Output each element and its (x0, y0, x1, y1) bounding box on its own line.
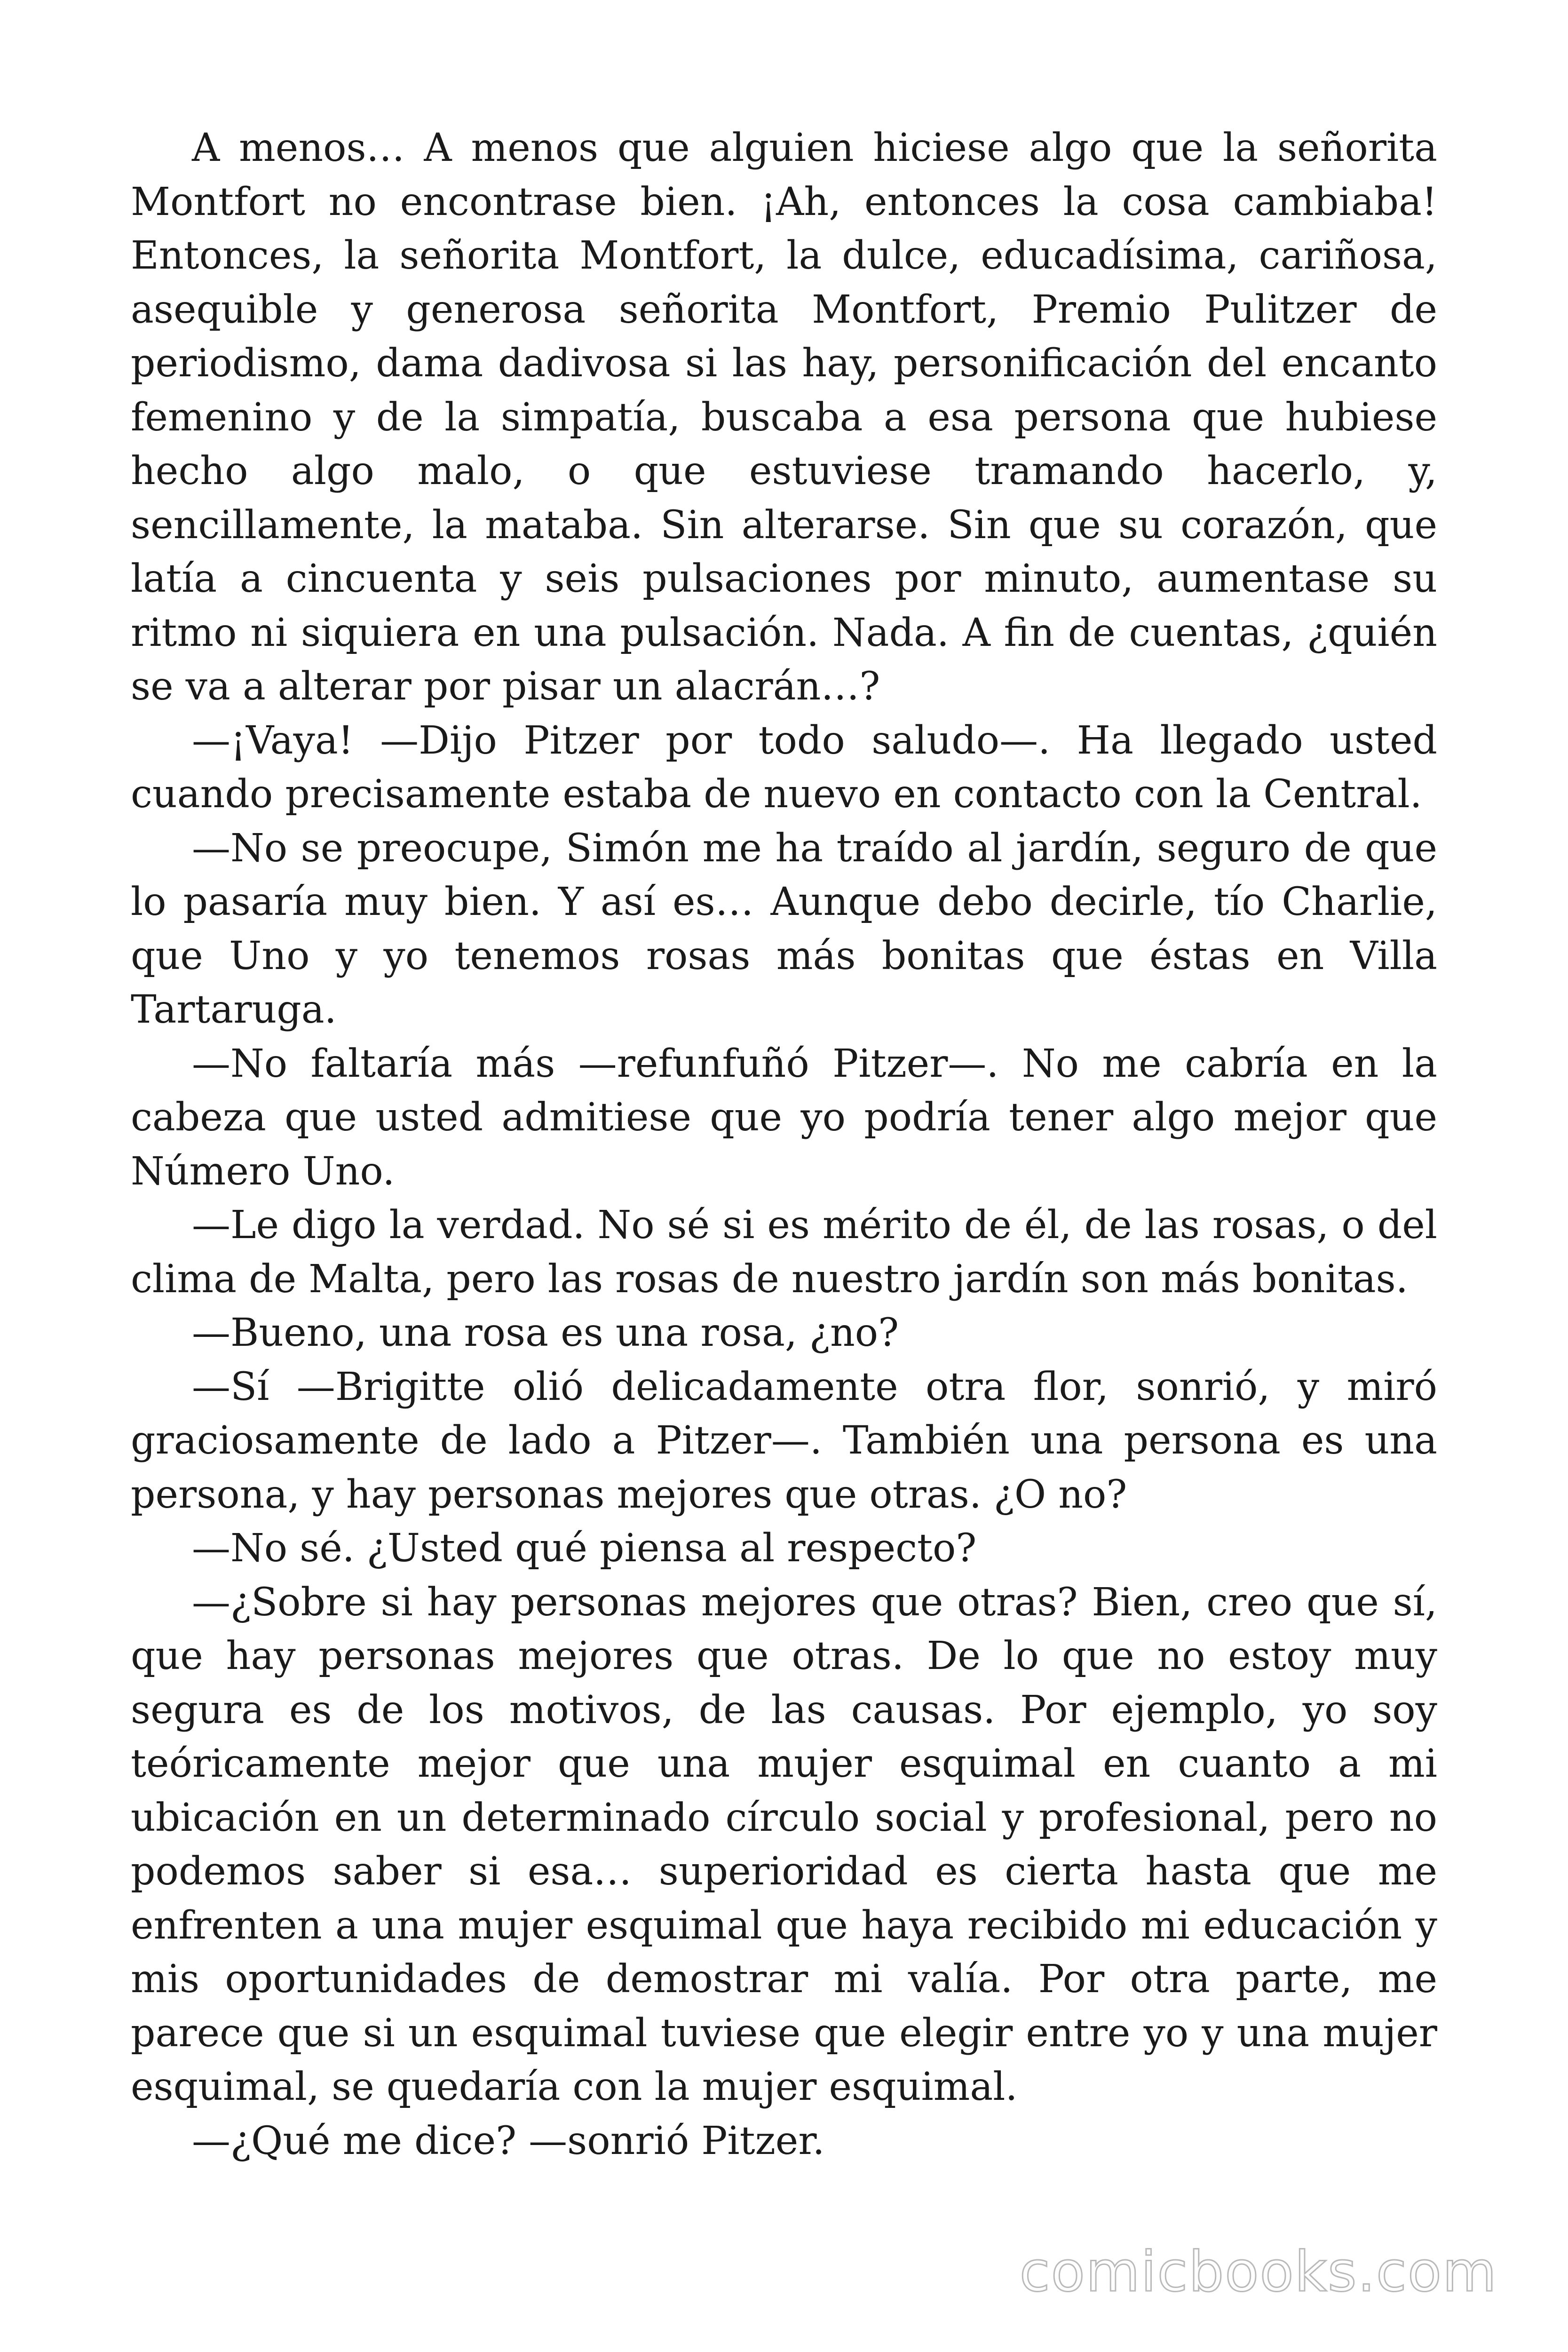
body-text (131, 121, 1437, 2168)
paragraph-10: —¿Qué me dice? —sonrió Pitzer. (192, 2118, 825, 2163)
paragraph-5: —Le digo la verdad. No sé si es mérito de él, de las rosas, o del clima de Malta, pero las rosas de nuestro jardín son más bonitas. (131, 1203, 1437, 1302)
paragraph-6: —Bueno, una rosa es una rosa, ¿no? (192, 1311, 899, 1355)
paragraph-4: —No faltaría más —refunfuñó Pitzer—. No me cabría en la cabeza que usted admitiese que yo podría tener algo mejor que Número Uno. (131, 1041, 1437, 1194)
paragraph-1: A menos… A menos que alguien hiciese algo que la señorita Montfort no encontrase bien. ¡Ah, entonces la cosa cambiaba! Entonces, la señorita Montfort, la dulce, educadísima, cariñosa, asequible y generosa señorita Montfort, Premio Pulitzer de periodismo, dama dadivosa si las hay, personificación del encanto femenino y de la simpatía, buscaba a esa persona que hubiese hecho algo malo, o que estuviese tramando hacerlo, y, sencillamente, la mataba. Sin alterarse. Sin que su corazón, que latía a cincuenta y seis pulsaciones por minuto, aumentase su ritmo ni siquiera en una pulsación. Nada. A fin de cuentas, ¿quién se va a alterar por pisar un alacrán…? (131, 126, 1437, 709)
paragraph-9: —¿Sobre si hay personas mejores que otras? Bien, creo que sí, que hay personas mejores que otras. De lo que no estoy muy segura es de los motivos, de las causas. Por ejemplo, yo soy teóricamente mejor que una mujer esquimal en cuanto a mi ubicación en un determinado círculo social y profesional, pero no podemos saber si esa… superioridad es cierta hasta que me enfrenten a una mujer esquimal que haya recibido mi educación y mis oportunidades de demostrar mi valía. Por otra parte, me parece que si un esquimal tuviese que elegir entre yo y una mujer esquimal, se quedaría con la mujer esquimal. (131, 1580, 1437, 2109)
paragraph-2: —¡Vaya! —Dijo Pitzer por todo saludo—. Ha llegado usted cuando precisamente estaba de nuevo en contacto con la Central. (131, 718, 1437, 817)
paragraph-8: —No sé. ¿Usted qué piensa al respecto? (192, 1526, 977, 1571)
paragraph-3: —No se preocupe, Simón me ha traído al jardín, seguro de que lo pasaría muy bien. Y así es… Aunque debo decirle, tío Charlie, que Uno y yo tenemos rosas más bonitas que éstas en Villa Tartaruga. (131, 826, 1437, 1032)
paragraph-7: —Sí —Brigitte olió delicadamente otra flor, sonrió, y miró graciosamente de lado a Pitzer—. También una persona es una persona, y hay personas mejores que otras. ¿O no? (131, 1364, 1437, 1517)
watermark: comicbooks.com (1019, 2239, 1497, 2304)
